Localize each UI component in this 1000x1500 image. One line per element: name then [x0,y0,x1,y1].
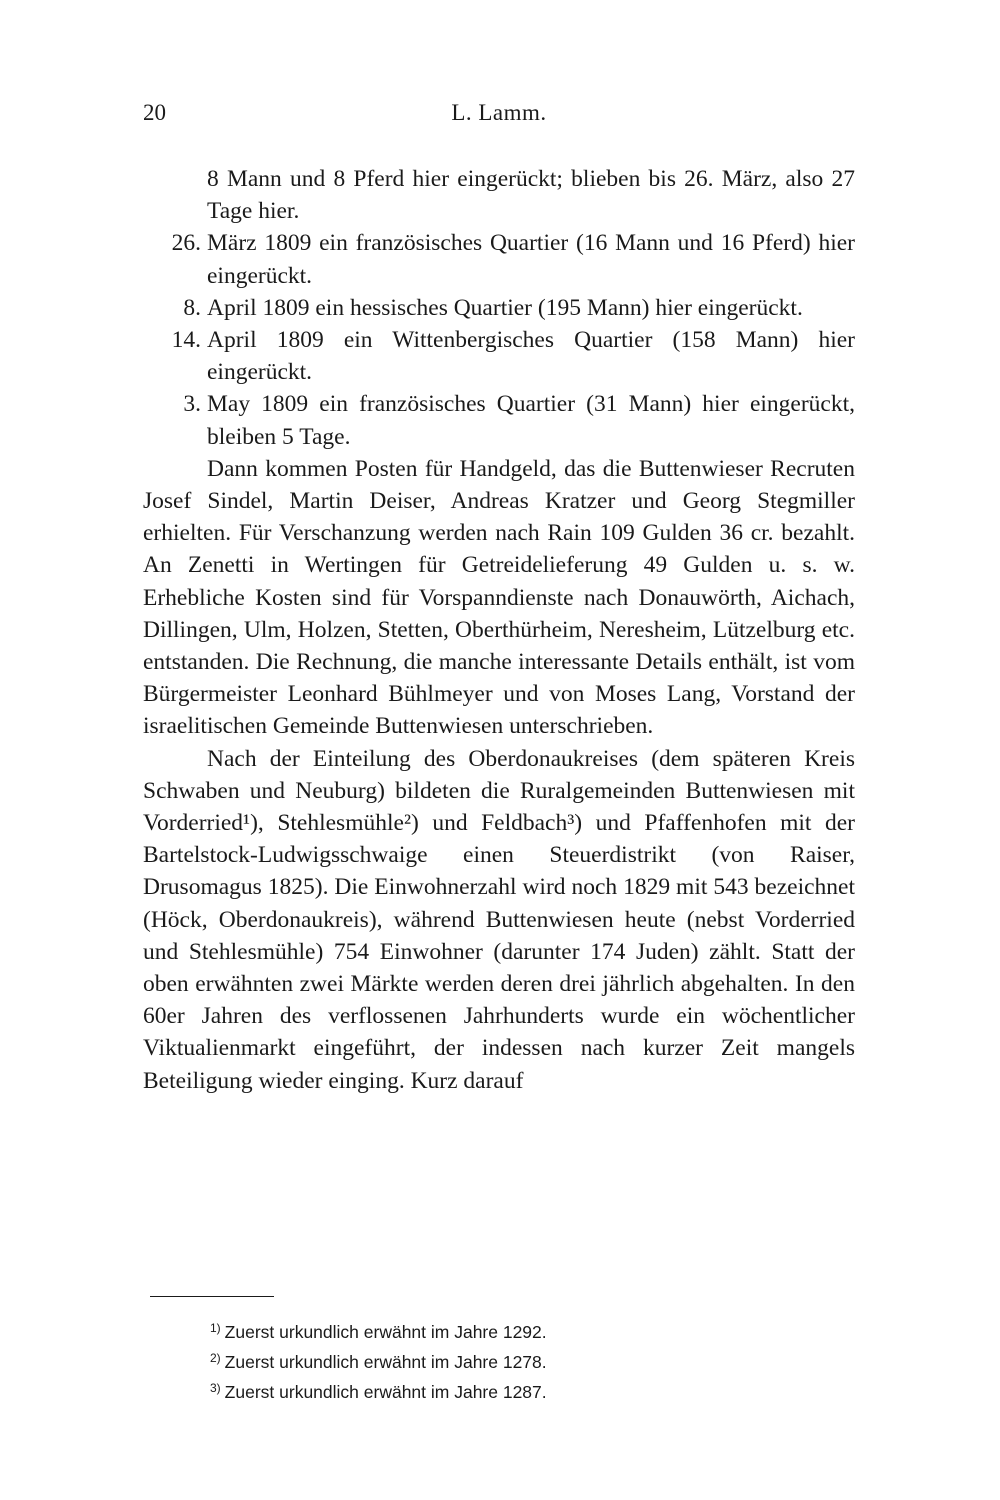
footnote-mark: 3) [210,1381,221,1395]
entry-text: März 1809 ein französisches Quartier (16 Mann und 16 Pferd) hier eingerückt. [207,230,855,289]
footnote [210,1315,850,1345]
footnote-text: Zuerst urkundlich erwähnt im Jahre 1287. [224,1382,547,1402]
footnote-mark: 2) [210,1351,221,1365]
list-item [143,324,855,388]
entry-number: 26. [171,230,201,257]
entry-number: 14. [171,327,201,354]
footnote-text: Zuerst urkundlich erwähnt im Jahre 1278. [224,1352,547,1372]
list-item [143,388,855,452]
entry-number: 8. [183,294,201,321]
footnote-mark: 1) [210,1321,221,1335]
entry-text: 8 Mann und 8 Pferd hier eingerückt; blieben bis 26. März, also 27 Tage hier. [207,166,855,225]
body-text [143,163,855,1097]
entry-text: April 1809 ein Wittenbergisches Quartier (158 Mann) hier eingerückt. [207,327,855,386]
entry-text: May 1809 ein französisches Quartier (31 Mann) hier eingerückt, bleiben 5 Tage. [207,391,855,450]
page-header [143,100,855,134]
paragraph-expenses: Dann kommen Posten für Handgeld, das die Buttenwieser Recruten Josef Sindel, Martin Deiser, Andreas Kratzer und Georg Stegmiller erhielten. Für Verschanzung werden nach Rain 109 Gulden 36 cr. bezahlt. An Zenetti in Wertingen für Getreidelieferung 49 Gulden u. s. w. Erhebliche Kosten sind für Vorspanndienste nach Donauwörth, Aichach, Dillingen, Ulm, Holzen, Stetten, Oberthürheim, Neresheim, Lützelburg etc. entstanden. Die Rechnung, die manche interessante Details enthält, ist vom Bürgermeister Leonhard Bühlmeyer und von Moses Lang, Vorstand der israelitischen Gemeinde Buttenwiesen unterschrieben. [143,455,855,740]
entry-text: April 1809 ein hessisches Quartier (195 Mann) hier eingerückt. [207,294,803,321]
footnote [210,1345,850,1375]
footnote-text: Zuerst urkundlich erwähnt im Jahre 1292. [224,1322,547,1342]
list-item [143,163,855,227]
footnote [210,1375,850,1405]
entry-number: 3. [183,391,201,418]
list-item [143,292,855,324]
page-number: 20 [143,100,166,125]
footnotes [210,1315,850,1405]
footnote-divider [150,1296,274,1297]
running-head: L. Lamm. [451,100,547,125]
paragraph-district: Nach der Einteilung des Oberdonaukreises (dem späteren Kreis Schwaben und Neuburg) bildeten die Ruralgemeinden Buttenwiesen mit Vorderried¹), Stehlesmühle²) und Feldbach³) und Pfaffenhofen mit der Bartelstock-Ludwigsschwaige einen Steuerdistrikt (von Raiser, Drusomagus 1825). Die Einwohnerzahl wird noch 1829 mit 543 bezeichnet (Höck, Oberdonaukreis), während Buttenwiesen heute (nebst Vorderried und Stehlesmühle) 754 Einwohner (darunter 174 Juden) zählt. Statt der oben erwähnten zwei Märkte werden deren drei jährlich abgehalten. In den 60er Jahren des verflossenen Jahrhunderts wurde ein wöchentlicher Viktualienmarkt eingeführt, der indessen nach kurzer Zeit mangels Beteiligung wieder einging. Kurz darauf [143,745,855,1094]
list-item [143,227,855,291]
